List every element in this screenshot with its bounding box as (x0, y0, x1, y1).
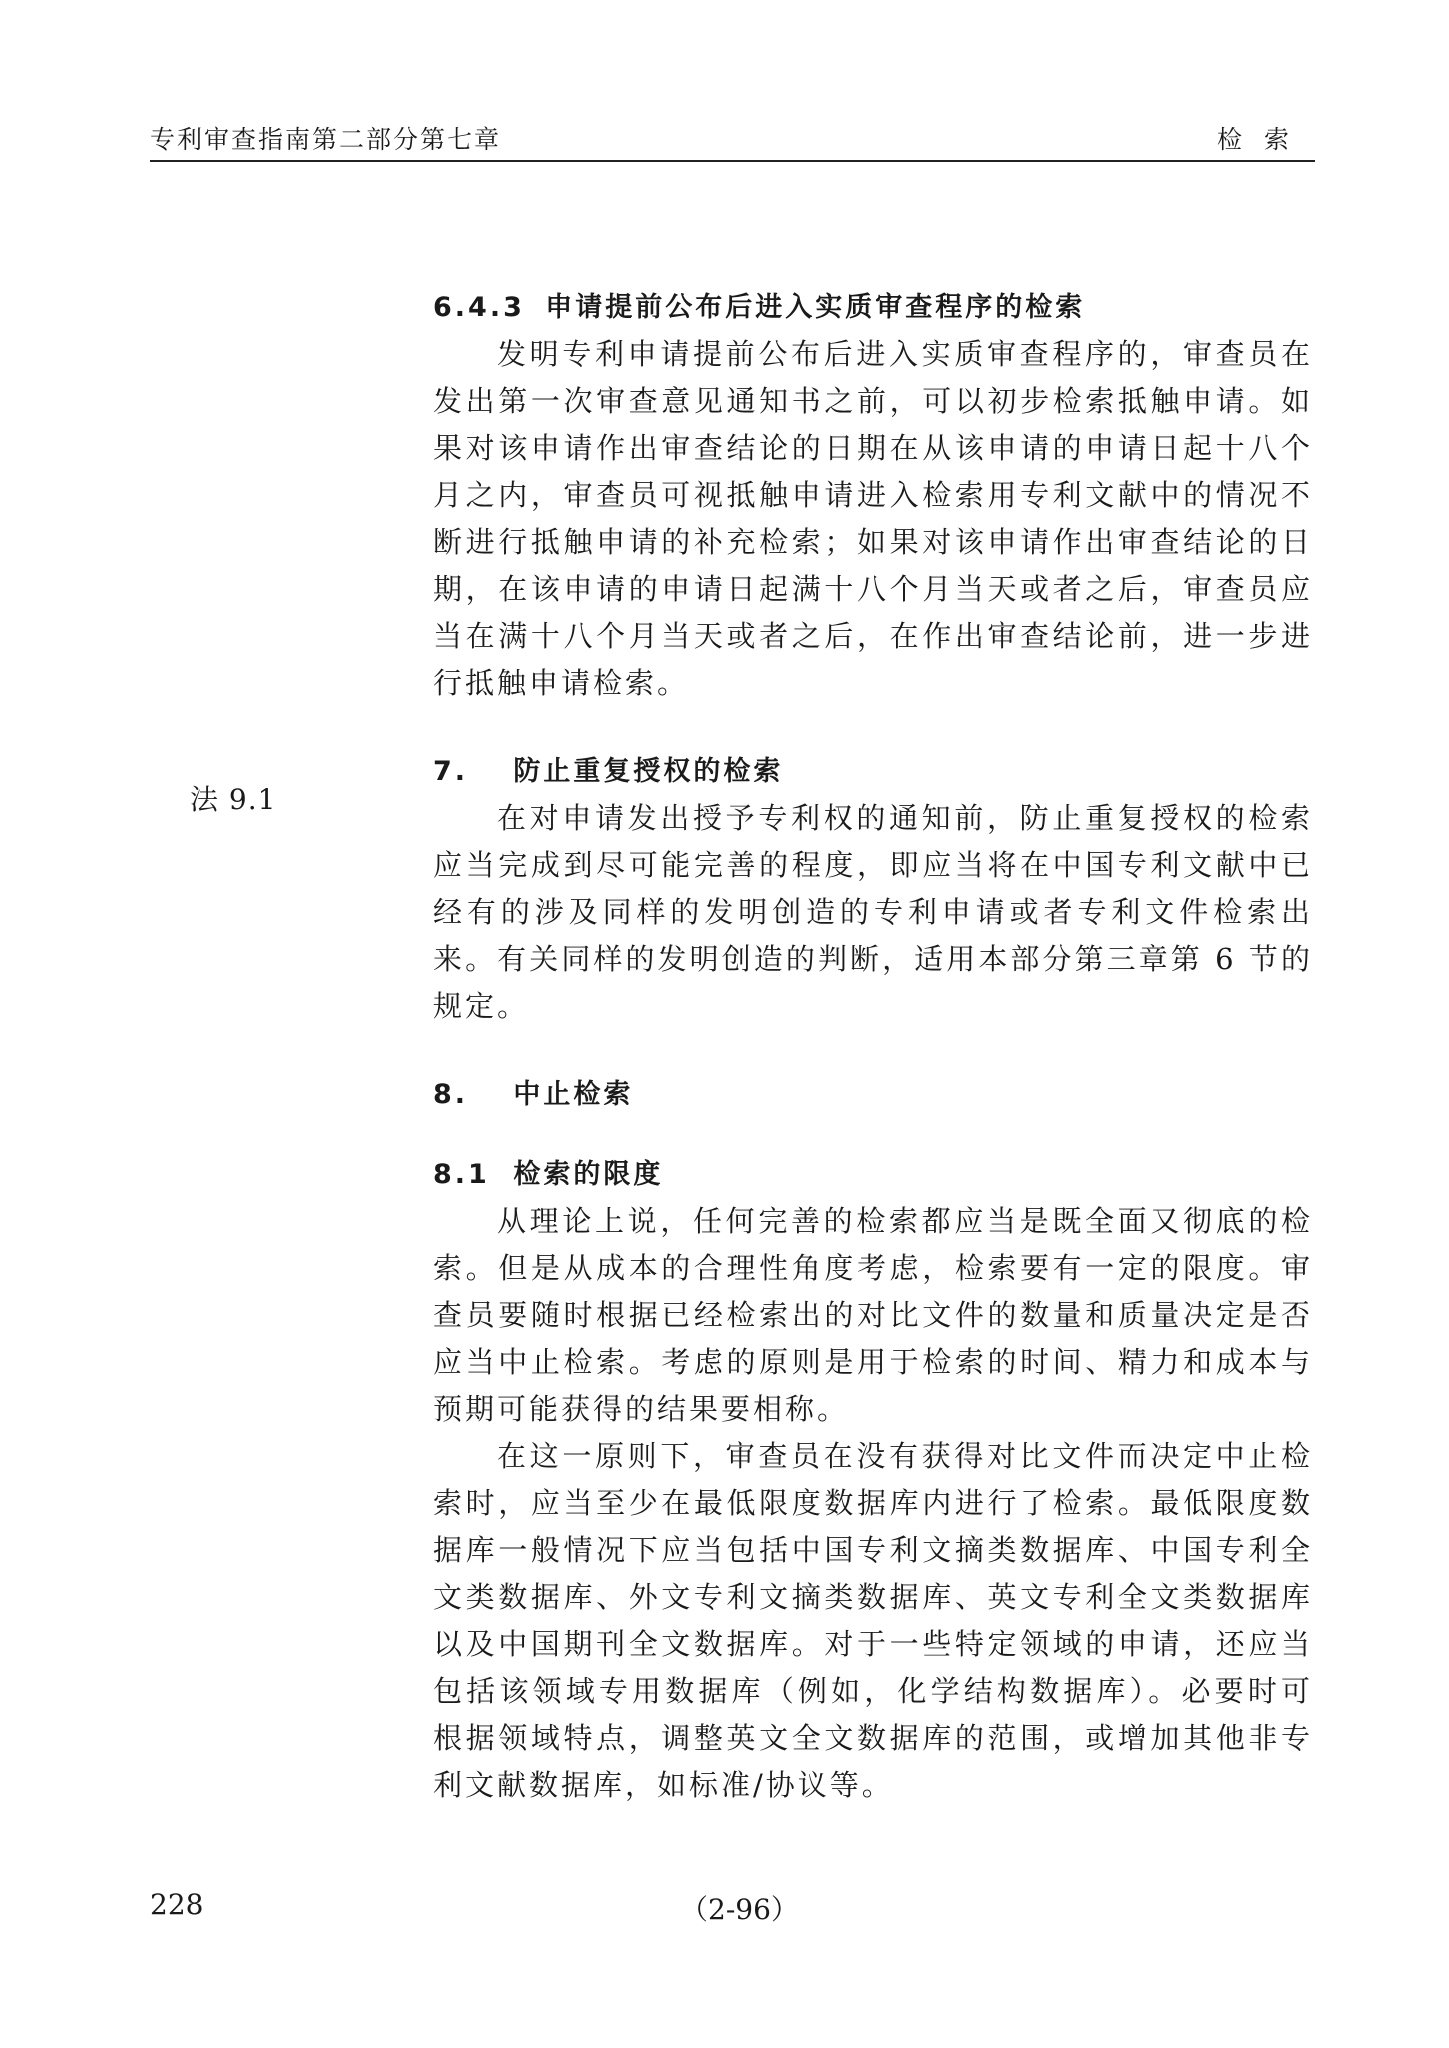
heading-8-1 (433, 1152, 1313, 1198)
paragraph: 在对申请发出授予专利权的通知前，防止重复授权的检索应当完成到尽可能完善的程度，即应当将在中国专利文献中已经有的涉及同样的发明创造的专利申请或者专利文件检索出来。有关同样的发明创造的判断，适用本部分第三章第 6 节的规定。 (433, 801, 1313, 1023)
heading-7 (433, 749, 1313, 795)
page-number: 228 (150, 1888, 204, 1921)
main-content (433, 285, 1313, 1809)
heading-number: 8.1 (433, 1159, 490, 1190)
heading-title: 防止重复授权的检索 (513, 756, 784, 787)
header-section-title: 检索 (1216, 125, 1311, 154)
running-header (150, 112, 1315, 162)
section-page-number: （2-96） (680, 1893, 799, 1926)
heading-number: 7. (433, 756, 469, 787)
paragraph: 从理论上说，任何完善的检索都应当是既全面又彻底的检索。但是从成本的合理性角度考虑，检索要有一定的限度。审查员要随时根据已经检索出的对比文件的数量和质量决定是否应当中止检索。考虑的原则是用于检索的时间、精力和成本与预期可能获得的结果要相称。 (433, 1204, 1313, 1426)
heading-title: 申请提前公布后进入实质审查程序的检索 (545, 292, 1086, 323)
heading-8 (433, 1072, 1313, 1118)
heading-number: 8. (433, 1079, 469, 1110)
heading-title: 中止检索 (513, 1079, 634, 1110)
heading-number: 6.4.3 (433, 292, 525, 323)
heading-6-4-3 (433, 285, 1313, 331)
paragraph: 发明专利申请提前公布后进入实质审查程序的，审查员在发出第一次审查意见通知书之前，可以初步检索抵触申请。如果对该申请作出审查结论的日期在从该申请的申请日起十八个月之内，审查员可视抵触申请进入检索用专利文献中的情况不断进行抵触申请的补充检索；如果对该申请作出审查结论的日期，在该申请的申请日起满十八个月当天或者之后，审查员应当在满十八个月当天或者之后，在作出审查结论前，进一步进行抵触申请检索。 (433, 337, 1313, 700)
paragraph: 在这一原则下，审查员在没有获得对比文件而决定中止检索时，应当至少在最低限度数据库内进行了检索。最低限度数据库一般情况下应当包括中国专利文摘类数据库、中国专利全文类数据库、外文专利文摘类数据库、英文专利全文类数据库以及中国期刊全文数据库。对于一些特定领域的申请，还应当包括该领域专用数据库（例如，化学结构数据库）。必要时可根据领域特点，调整英文全文数据库的范围，或增加其他非专利文献数据库，如标准/协议等。 (433, 1439, 1313, 1802)
header-chapter-title: 专利审查指南第二部分第七章 (150, 125, 502, 154)
heading-title: 检索的限度 (513, 1159, 664, 1190)
margin-note-law-reference: 法 9.1 (190, 783, 277, 816)
